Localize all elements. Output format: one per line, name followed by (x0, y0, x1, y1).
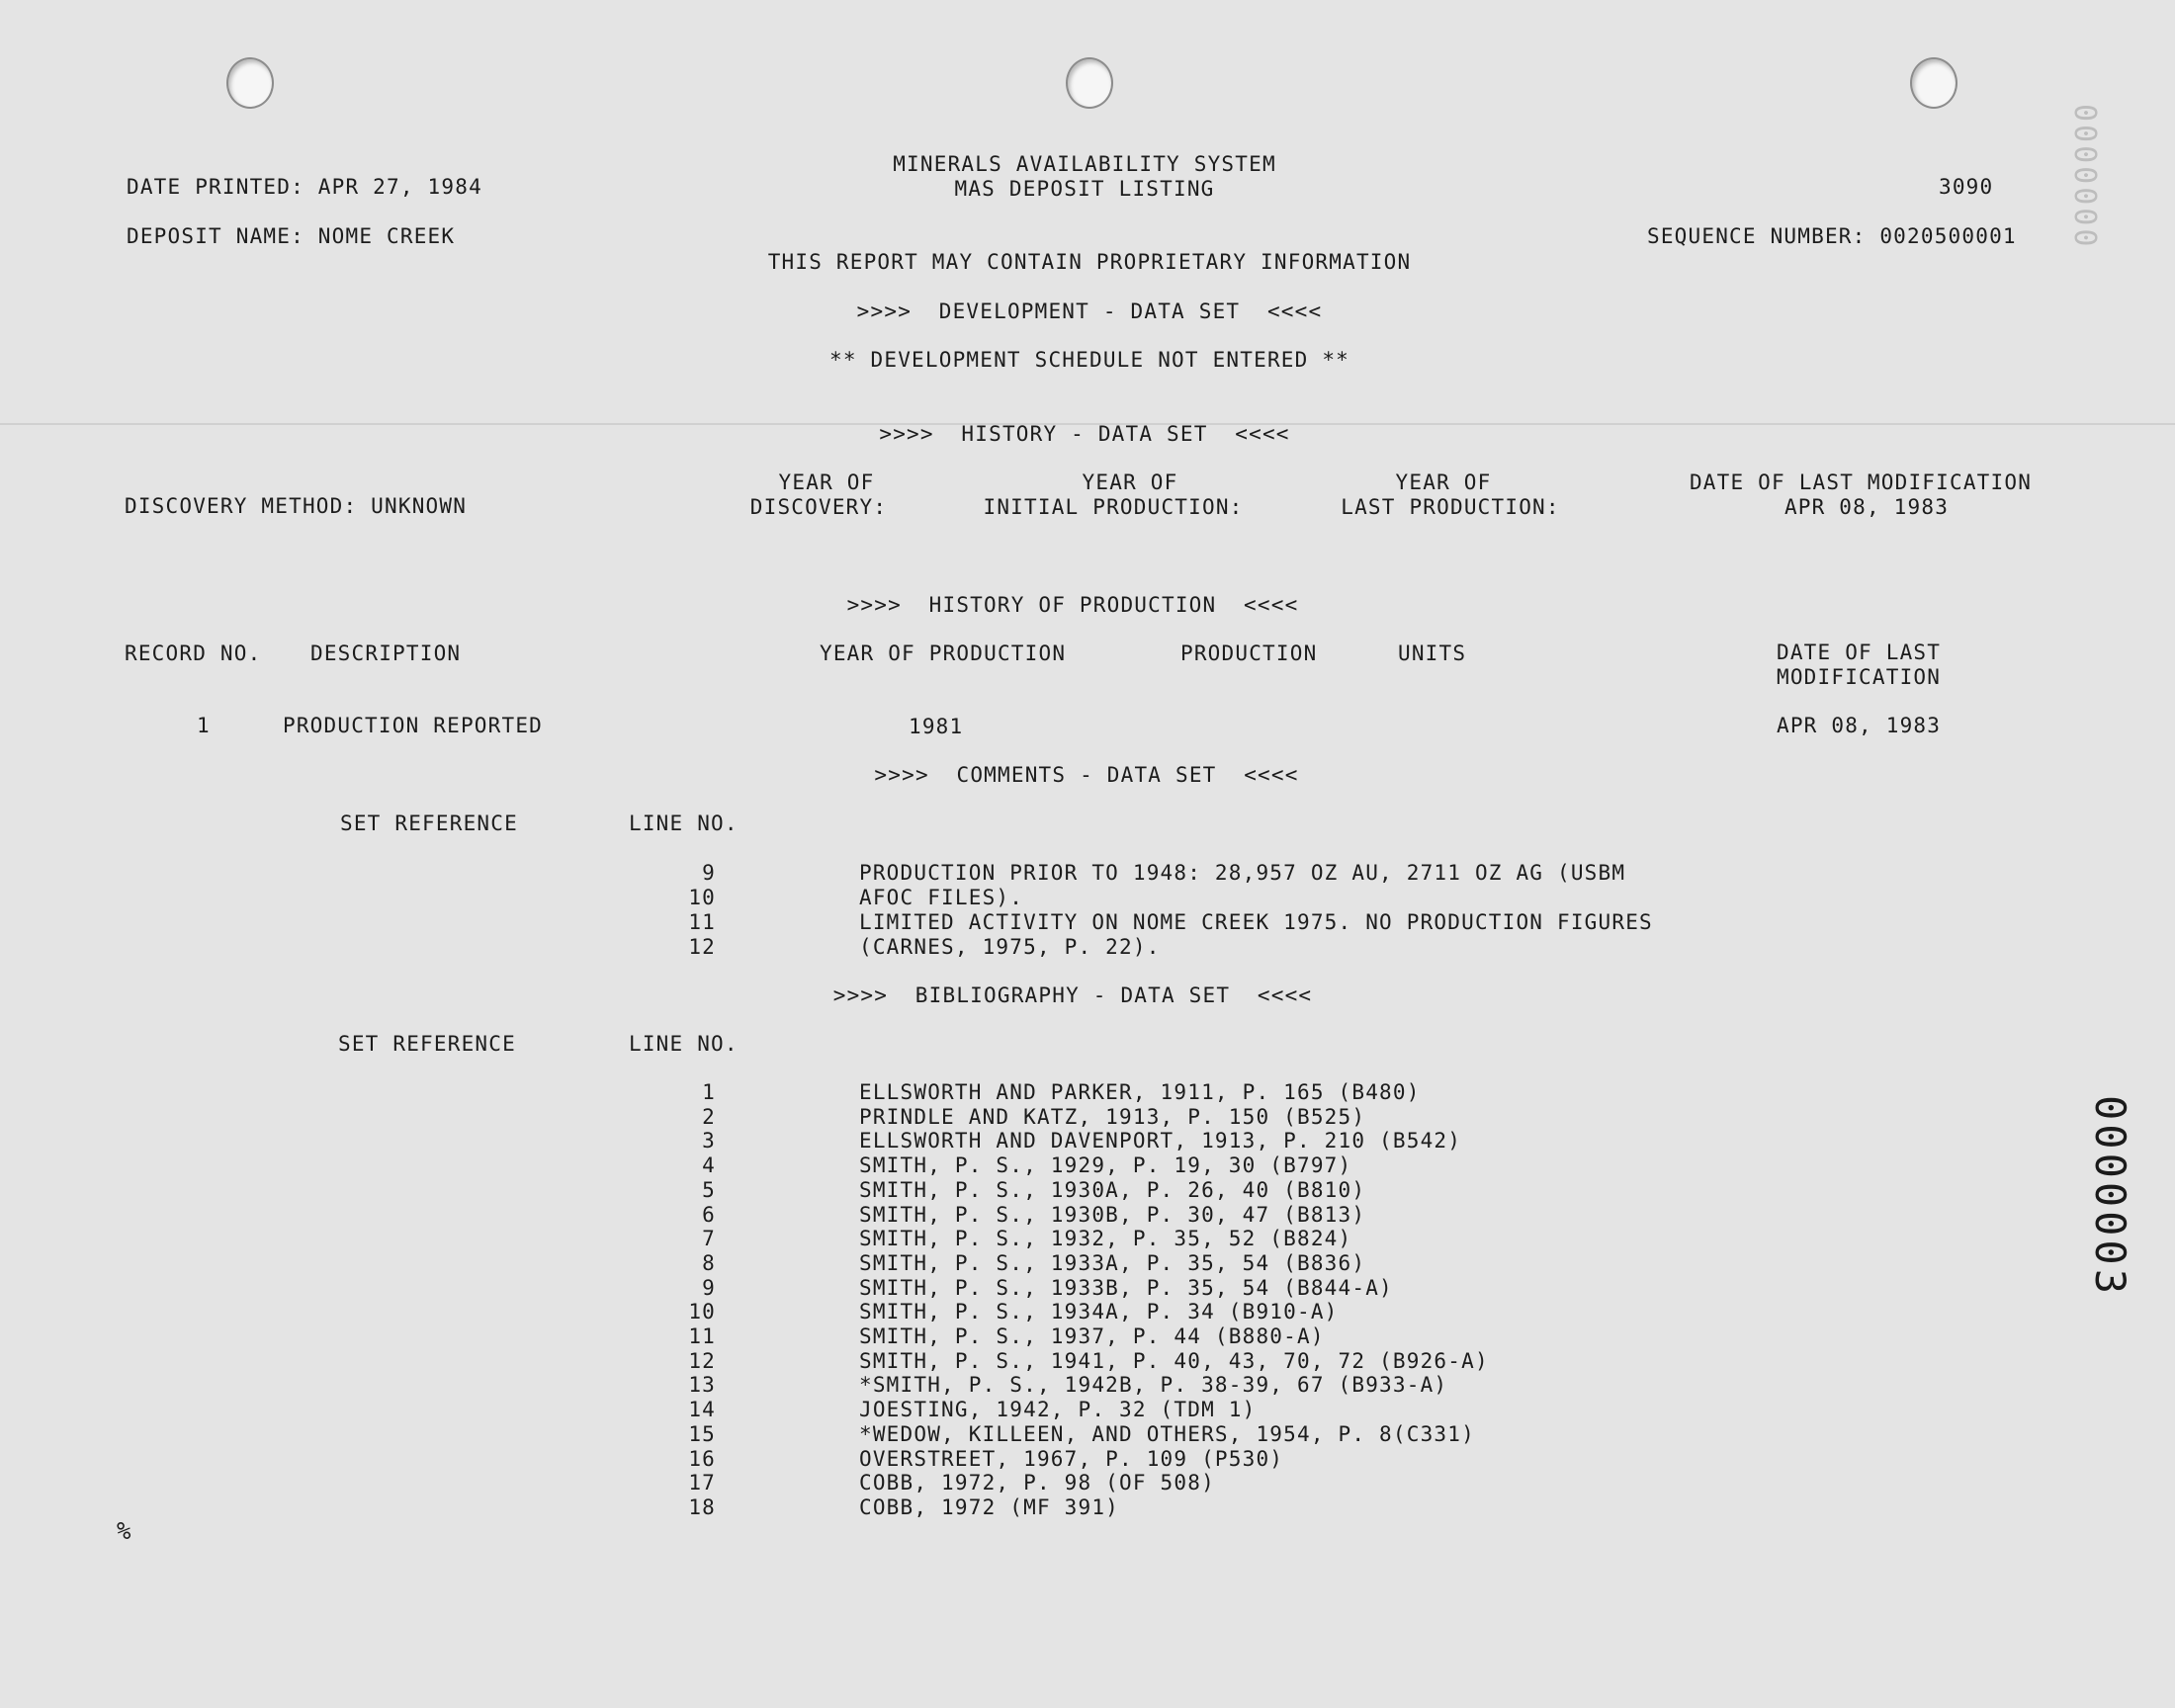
history-section-title: >>>> HISTORY - DATA SET <<<< (879, 422, 1290, 446)
line-text: SMITH, P. S., 1930B, P. 30, 47 (B813) (859, 1202, 1366, 1227)
line-text: JOESTING, 1942, P. 32 (TDM 1) (859, 1398, 1257, 1422)
comments-col-set-reference: SET REFERENCE (340, 811, 518, 835)
production-row-record: 1 (197, 714, 211, 737)
sequence-number: SEQUENCE NUMBER: 0020500001 (1647, 224, 2017, 248)
development-section-title: >>>> DEVELOPMENT - DATA SET <<<< (856, 299, 1323, 323)
line-number: 4 (702, 1153, 716, 1178)
page-number: 3090 (1939, 175, 1994, 199)
line-number: 11 (688, 910, 716, 934)
col-last-modification-2: MODIFICATION (1777, 665, 1942, 689)
line-number: 9 (702, 1275, 716, 1300)
faint-stamped-number: 0000000 (2067, 104, 2102, 250)
line-number: 18 (688, 1494, 716, 1519)
col-year-of-production: YEAR OF PRODUCTION (820, 641, 1067, 665)
system-title: MINERALS AVAILABILITY SYSTEM (893, 152, 1276, 176)
bibliography-col-set-reference: SET REFERENCE (338, 1032, 516, 1056)
discovery-method: DISCOVERY METHOD: UNKNOWN (125, 494, 468, 518)
line-number: 3 (702, 1129, 716, 1153)
comments-section-title: >>>> COMMENTS - DATA SET <<<< (874, 763, 1299, 787)
col-description: DESCRIPTION (310, 641, 462, 665)
line-text: SMITH, P. S., 1933A, P. 35, 54 (B836) (859, 1250, 1366, 1275)
line-text: ELLSWORTH AND DAVENPORT, 1913, P. 210 (B542) (859, 1129, 1462, 1153)
col-last-modification: DATE OF LAST (1777, 640, 1942, 664)
deposit-name: DEPOSIT NAME: NOME CREEK (127, 224, 456, 248)
line-number: 13 (688, 1373, 716, 1398)
year-of-initial-production-label-2: INITIAL PRODUCTION: (983, 495, 1244, 519)
line-number: 14 (688, 1398, 716, 1422)
year-of-discovery-label: YEAR OF (778, 470, 875, 494)
line-number: 8 (702, 1250, 716, 1275)
line-number: 2 (702, 1104, 716, 1129)
punch-hole-left (226, 57, 274, 109)
line-text: COBB, 1972 (MF 391) (859, 1494, 1120, 1519)
line-text: SMITH, P. S., 1934A, P. 34 (B910-A) (859, 1300, 1339, 1324)
year-of-last-production-label: YEAR OF (1395, 470, 1492, 494)
year-of-last-production-label-2: LAST PRODUCTION: (1341, 495, 1560, 519)
line-number: 10 (688, 886, 716, 909)
line-text: SMITH, P. S., 1937, P. 44 (B880-A) (859, 1324, 1325, 1348)
line-text: SMITH, P. S., 1941, P. 40, 43, 70, 72 (B926-A) (859, 1348, 1489, 1373)
comments-col-line-no: LINE NO. (629, 811, 739, 835)
col-production: PRODUCTION (1180, 641, 1318, 665)
year-of-initial-production-label: YEAR OF (1082, 470, 1178, 494)
line-number: 7 (702, 1227, 716, 1251)
production-row-year: 1981 (909, 715, 964, 738)
punch-hole-center (1066, 57, 1113, 109)
line-text: ELLSWORTH AND PARKER, 1911, P. 165 (B480) (859, 1080, 1421, 1104)
col-record-no: RECORD NO. (125, 641, 262, 665)
line-number: 10 (688, 1300, 716, 1324)
bibliography-section-title: >>>> BIBLIOGRAPHY - DATA SET <<<< (832, 983, 1313, 1007)
line-number: 5 (702, 1177, 716, 1202)
col-units: UNITS (1398, 641, 1467, 665)
proprietary-notice: THIS REPORT MAY CONTAIN PROPRIETARY INFORMATION (767, 250, 1412, 274)
line-text: SMITH, P. S., 1929, P. 19, 30 (B797) (859, 1153, 1352, 1178)
bibliography-col-line-no: LINE NO. (629, 1032, 739, 1056)
line-text: AFOC FILES). (859, 886, 1024, 909)
line-number: 9 (702, 861, 716, 885)
history-last-modification-label: DATE OF LAST MODIFICATION (1689, 470, 2033, 494)
line-text: PRINDLE AND KATZ, 1913, P. 150 (B525) (859, 1104, 1366, 1129)
year-of-discovery-label-2: DISCOVERY: (749, 495, 888, 519)
development-note: ** DEVELOPMENT SCHEDULE NOT ENTERED ** (828, 348, 1350, 372)
line-text: (CARNES, 1975, P. 22). (859, 935, 1161, 959)
line-number: 1 (702, 1080, 716, 1104)
line-text: OVERSTREET, 1967, P. 109 (P530) (859, 1446, 1284, 1471)
line-number: 6 (702, 1202, 716, 1227)
footer-mark: % (117, 1517, 132, 1545)
line-text: *WEDOW, KILLEEN, AND OTHERS, 1954, P. 8(C331) (859, 1421, 1475, 1446)
line-number: 16 (688, 1446, 716, 1471)
punch-hole-right (1910, 57, 1958, 109)
history-last-modification-date: APR 08, 1983 (1784, 495, 1950, 519)
production-row-description: PRODUCTION REPORTED (283, 714, 544, 737)
date-printed: DATE PRINTED: APR 27, 1984 (127, 175, 482, 199)
line-text: SMITH, P. S., 1932, P. 35, 52 (B824) (859, 1227, 1352, 1251)
line-text: COBB, 1972, P. 98 (OF 508) (859, 1471, 1215, 1495)
line-text: LIMITED ACTIVITY ON NOME CREEK 1975. NO PRODUCTION FIGURES (859, 910, 1653, 934)
production-row-modification: APR 08, 1983 (1777, 714, 1942, 737)
line-text: SMITH, P. S., 1930A, P. 26, 40 (B810) (859, 1177, 1366, 1202)
line-text: SMITH, P. S., 1933B, P. 35, 54 (B844-A) (859, 1275, 1393, 1300)
line-number: 11 (688, 1324, 716, 1348)
stamped-side-number: 0000003 (2086, 1095, 2134, 1299)
production-section-title: >>>> HISTORY OF PRODUCTION <<<< (846, 593, 1299, 617)
line-number: 12 (688, 1348, 716, 1373)
line-number: 12 (688, 935, 716, 959)
listing-title: MAS DEPOSIT LISTING (954, 177, 1215, 201)
line-number: 17 (688, 1471, 716, 1495)
line-number: 15 (688, 1421, 716, 1446)
line-text: PRODUCTION PRIOR TO 1948: 28,957 OZ AU, 2711 OZ AG (USBM (859, 861, 1626, 885)
line-text: *SMITH, P. S., 1942B, P. 38-39, 67 (B933-A) (859, 1373, 1448, 1398)
